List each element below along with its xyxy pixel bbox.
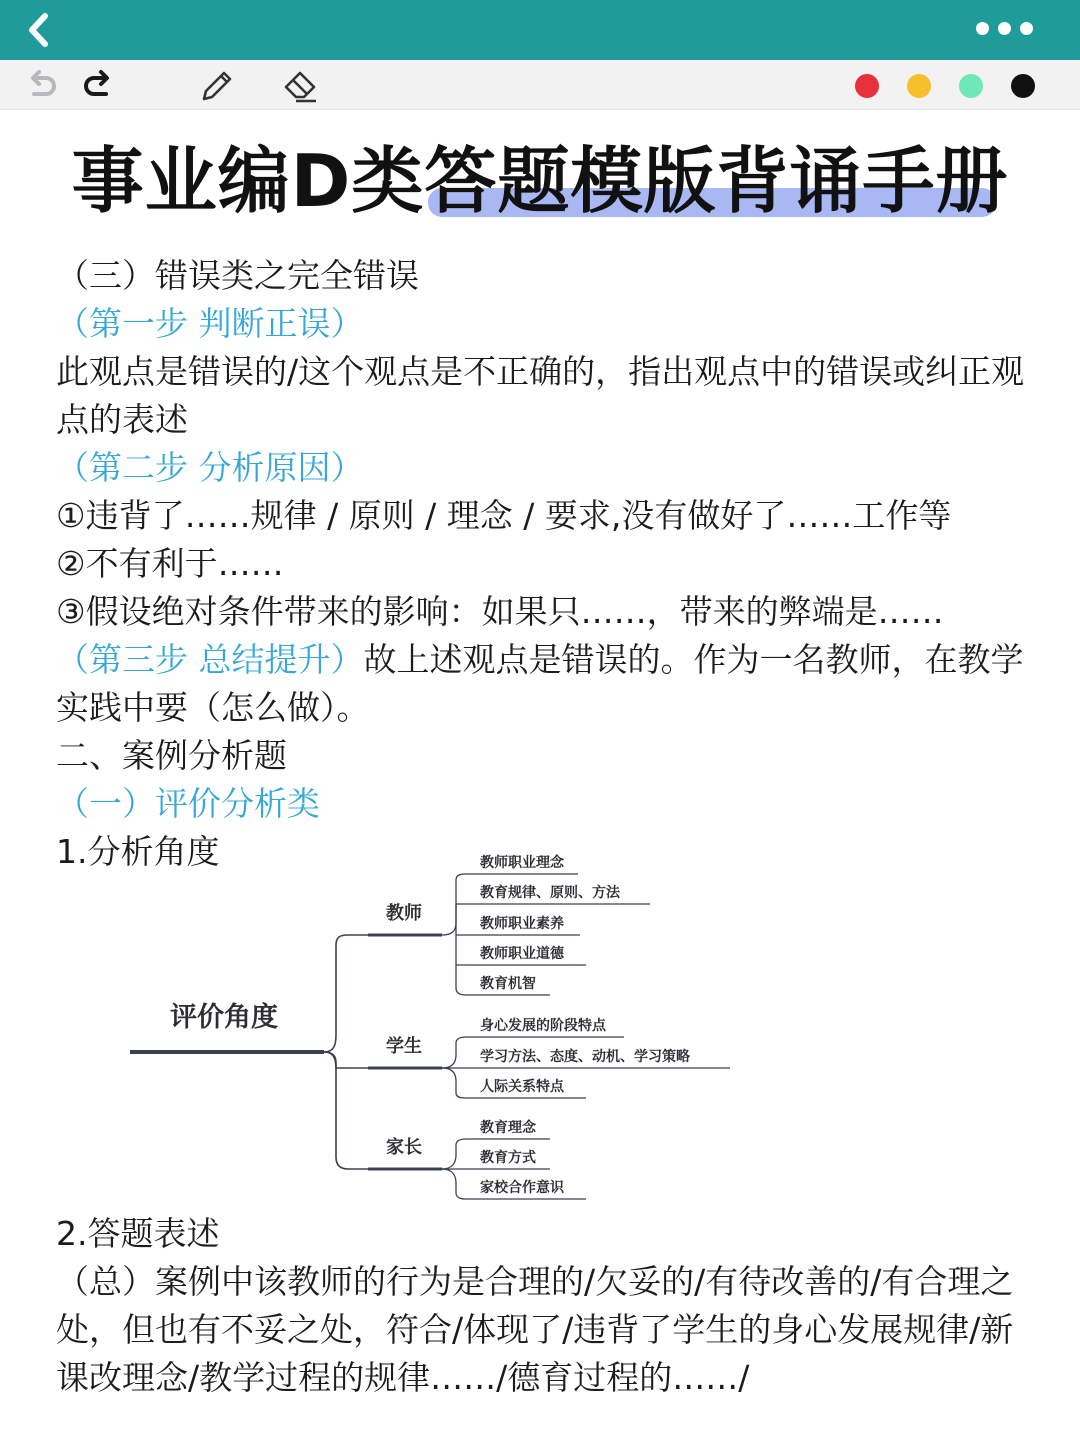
mindmap-leaf: 教育理念 (480, 1120, 536, 1136)
eraser-button[interactable] (280, 65, 320, 105)
back-button[interactable] (18, 8, 62, 52)
title-container (0, 136, 1080, 226)
undo-icon (22, 65, 62, 105)
mindmap-leaf: 家校合作意识 (480, 1180, 564, 1196)
mindmap-root: 评价角度 (170, 1002, 278, 1033)
step3-paragraph (56, 636, 1028, 732)
eraser-icon (280, 65, 320, 105)
mindmap-leaf: 人际关系特点 (480, 1079, 564, 1095)
color-swatch-black[interactable] (1011, 74, 1035, 98)
evaluation-mindmap (100, 845, 750, 1210)
section-heading: （三）错误类之完全错误 (56, 256, 419, 295)
mindmap-leaf: 教育机智 (480, 976, 536, 992)
step1-label: （第一步 判断正误） (56, 304, 364, 343)
pencil-icon (196, 65, 236, 105)
part2-subheading: （一）评价分析类 (56, 784, 320, 823)
mindmap-leaf: 教师职业道德 (480, 946, 564, 962)
analysis-angle-heading: 1.分析角度 (56, 832, 220, 871)
pencil-button[interactable] (196, 65, 236, 105)
undo-button[interactable] (22, 65, 62, 105)
mindmap-leaf: 教师职业素养 (480, 916, 564, 932)
reason-1: ①违背了……规律 / 原则 / 理念 / 要求,没有做好了……工作等 (56, 496, 952, 535)
mindmap-branch-student: 学生 (386, 1036, 422, 1057)
mindmap-branch-teacher: 教师 (386, 903, 422, 924)
color-swatch-red[interactable] (855, 74, 879, 98)
part2-heading: 二、案例分析题 (56, 736, 287, 775)
step2-label: （第二步 分析原因） (56, 448, 364, 487)
step3-label: （第三步 总结提升） (56, 640, 364, 679)
mindmap-leaf: 身心发展的阶段特点 (480, 1018, 606, 1034)
step3-text: 故上述观点是错误的。作为一名教师，在教学实践中要（怎么做）。 (56, 640, 1024, 727)
step1-text: 此观点是错误的/这个观点是不正确的，指出观点中的错误或纠正观点的表述 (56, 352, 1025, 439)
more-dots-icon (998, 22, 1011, 35)
color-swatch-yellow[interactable] (907, 74, 931, 98)
more-dots-icon (976, 22, 989, 35)
redo-icon (78, 65, 118, 105)
more-dots-icon (1020, 22, 1033, 35)
mindmap-leaf: 教育方式 (480, 1150, 536, 1166)
page-title: 事业编D类答题模版背诵手册 (71, 139, 1009, 223)
answer-heading: 2.答题表述 (56, 1214, 220, 1253)
mindmap-leaf: 教师职业理念 (480, 855, 564, 871)
reason-3: ③假设绝对条件带来的影响：如果只……，带来的弊端是…… (56, 592, 944, 631)
top-bar (0, 0, 1080, 60)
more-button[interactable] (976, 18, 1040, 38)
redo-button[interactable] (78, 65, 118, 105)
reason-2: ②不有利于…… (56, 544, 284, 583)
mindmap-branch-parent: 家长 (386, 1137, 422, 1158)
mindmap-leaf: 教育规律、原则、方法 (480, 885, 620, 901)
drawing-toolbar (0, 60, 1080, 110)
answer-text: （总）案例中该教师的行为是合理的/欠妥的/有待改善的/有合理之处，但也有不妥之处，符合/体现了/违背了学生的身心发展规律/新课改理念/教学过程的规律……/德育过程的……/ (56, 1262, 1014, 1397)
chevron-left-icon (18, 8, 62, 52)
mindmap-leaf: 学习方法、态度、动机、学习策略 (480, 1049, 690, 1065)
color-swatch-green[interactable] (959, 74, 983, 98)
